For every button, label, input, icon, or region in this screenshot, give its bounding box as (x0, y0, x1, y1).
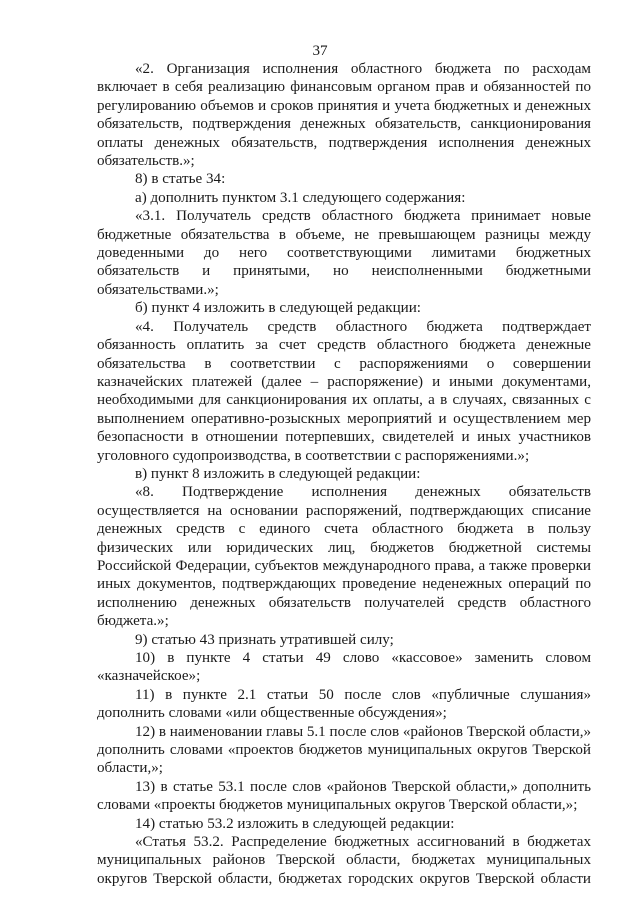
document-body (97, 60, 591, 888)
paragraph-8: «8. Подтверждение исполнения денежных обязательств осуществляется на основании распоряжений, подтверждающих списание денежных средств с единого счета областного бюджета в пользу физических или юридических лиц, бюджетов бюджетной системы Российской Федерации, субъектов международного права, а также проверки иных документов, подтверждающих проведение неденежных операций по исполнению денежных обязательств получателей средств областного бюджета.»; (97, 484, 591, 630)
paragraph-subitem-b: б) пункт 4 изложить в следующей редакции: (135, 300, 421, 317)
paragraph-subitem-a: а) дополнить пунктом 3.1 следующего содержания: (135, 189, 466, 206)
paragraph-item-10: 10) в пункте 4 статьи 49 слово «кассовое» заменить словом «казначейское»; (97, 650, 591, 685)
page-number: 37 (312, 43, 328, 59)
paragraph-item-14: 14) статью 53.2 изложить в следующей редакции: (135, 815, 455, 832)
paragraph-3-1: «3.1. Получатель средств областного бюджета принимает новые бюджетные обязательства в объеме, не превышающем разницы между доведенными до него соответствующими лимитами бюджетных обязательств и принятыми, но неисполненными бюджетными обязательствами.»; (97, 208, 591, 298)
paragraph-2-organization: «2. Организация исполнения областного бюджета по расходам включает в себя реализацию финансовым органом прав и обязанностей по регулированию объемов и сроков принятия и учета бюджетных и денежных обязательств, подтверждения денежных обязательств, санкционирования оплаты денежных обязательств, подтверждения исполнения денежных обязательств.»; (97, 61, 591, 170)
paragraph-item-11: 11) в пункте 2.1 статьи 50 после слов «публичные слушания» дополнить словами «или общественные обсуждения»; (97, 686, 591, 722)
paragraph-item-12: 12) в наименовании главы 5.1 после слов «районов Тверской области,» дополнить словами «проектов бюджетов муниципальных округов Тверской области,»; (97, 723, 592, 777)
paragraph-item-13: 13) в статье 53.1 после слов «районов Тверской области,» дополнить словами «проекты бюджетов муниципальных округов Тверской области,»; (97, 778, 591, 814)
paragraph-article-53-2: «Статья 53.2. Распределение бюджетных ассигнований в бюджетах муниципальных районов Тверской области, бюджетах муниципальных округов Тверской области, бюджетах городских округов Тверской области (97, 834, 591, 887)
paragraph-subitem-v: в) пункт 8 изложить в следующей редакции: (135, 465, 421, 482)
paragraph-item-9: 9) статью 43 признать утратившей силу; (135, 631, 394, 648)
paragraph-item-8: 8) в статье 34: (135, 171, 226, 188)
paragraph-4: «4. Получатель средств областного бюджета подтверждает обязанность оплатить за счет средств областного бюджета денежные обязательства в соответствии с распоряжениями о совершении казначейских платежей (далее – распоряжение) и иными документами, необходимыми для санкционирования их оплаты, а в случаях, связанных с выполнением оперативно-розыскных мероприятий и осуществлением мер безопасности в отношении потерпевших, свидетелей и иных участников уголовного судопроизводства, в соответствии с распоряжениями.»; (97, 318, 591, 464)
